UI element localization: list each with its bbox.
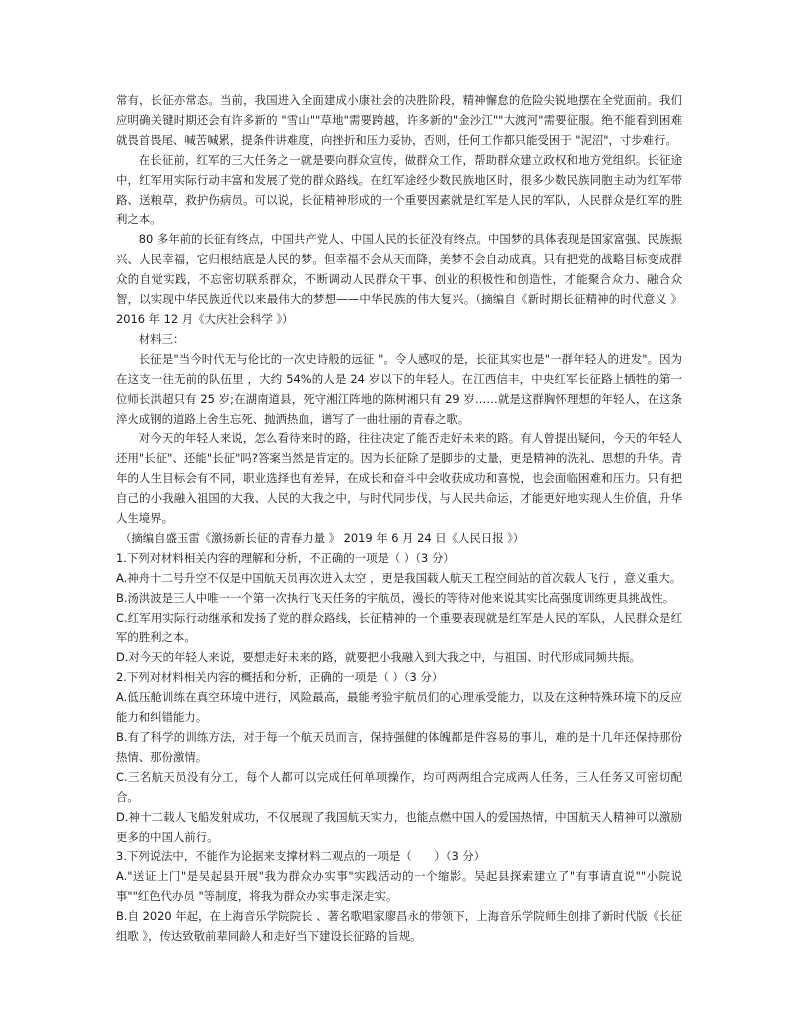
paragraph-indent: 长征是"当今时代无与伦比的一次史诗般的远征 "。令人感叹的是，长征其实也是"一群年轻人的进发"。因为在这支一往无前的队伍里 ，大约 54%的人是 24 岁以下的年轻人。在江西信丰，中央红军长征路上牺牲的第一位师长洪超只有 25 岁;在湖南道县，死守湘江阵地的陈树湘只有 29 岁……就是这群胸怀理想的年轻人，在这条淬火成钢的道路上舍生忘死、抛洒热血，谱写了一曲壮丽的青春之歌。 (116, 351, 682, 426)
paragraph-body: B.自 2020 年起，在上海音乐学院院长 、著名歌唱家廖昌永的带领下，上海音乐学院师生创排了新时代版《长征组歌 》，传达致敬前辈同龄人和走好当下建设长征路的旨规。 (116, 909, 682, 944)
paragraph-body: C.三名航天员没有分工，每个人都可以完成任何单项操作，均可两两组合完成两人任务，三人任务又可密切配合。 (116, 769, 682, 804)
paragraph-source: （摘编自盛玉雷《激扬新长征的青春力量 》 2019 年 6 月 24 日《人民日报 》） (120, 530, 525, 545)
paragraph-body: A.神舟十二号升空不仅是中国航天员再次进入太空 ，更是我国载人航天工程空间站的首次载人飞行 ，意义重大。 (116, 570, 682, 585)
paragraph-indent: 对今天的年轻人来说，怎么看待来时的路，往往决定了能否走好未来的路。有人曾提出疑问，今天的年轻人还用"长征"、还能"长征"吗?答案当然是肯定的。因为长征除了是脚步的丈量，更是精神的洗礼、思想的升华。青年的人生目标会有不同，职业选择也有差异，在成长和奋斗中会收获成功和喜悦，也会面临困难和压力。只有把自己的小我融入祖国的大我、人民的大我之中，与时代同步伐，与人民共命运，才能更好地实现人生价值，升华人生境界。 (116, 431, 682, 526)
paragraph-body: D.神十二载人飞船发射成功，不仅展现了我国航天实力，也能点燃中国人的爱国热情，中国航天人精神可以激励更多的中国人前行。 (116, 809, 682, 844)
paragraph-body: B.有了科学的训练方法，对于每一个航天员而言，保持强健的体魄都是件容易的事儿，难的是十几年还保持那份热情、那份激情。 (116, 730, 682, 764)
document-page (116, 91, 682, 947)
paragraph-body: A."送证上门"是吴起县开展"我为群众办实事"实践活动的一个缩影。吴起县探索建立了"有事请直说""小院说事""红色代办员 "等制度，将我为群众办实事走深走实。 (116, 869, 682, 904)
paragraph-heading: 材料三： (138, 331, 185, 346)
paragraph-body: 3.下列说法中，不能作为论据来支撑材料二观点的一项是（ ）（3 分） (116, 849, 486, 864)
paragraph-body: C.红军用实际行动继承和发扬了党的群众路线，长征精神的一个重要表现就是红军是人民的军队，人民群众是红军的胜利之本。 (116, 610, 682, 645)
paragraph-body: 常有，长征亦常态。当前，我国进入全面建成小康社会的决胜阶段，精神懈怠的危险尖锐地摆在全党面前。我们应明确关键时期还会有许多新的 "雪山""草地"需要跨越，许多新的"金沙江""大渡河"需要征服。绝不能看到困难就畏首畏尾、喊苦喊累，提条件讲难度，向挫折和压力妥协，否则，任何工作都只能受困于 "泥沼"，寸步难行。 (116, 93, 682, 147)
paragraph-body: 2.下列对材料相关内容的概括和分析，正确的一项是（ ）（3 分） (116, 670, 444, 685)
paragraph-body: B.汤洪波是三人中唯一一个第一次执行飞天任务的宇航员，漫长的等待对他来说其实比高强度训练更具挑战性。 (116, 590, 675, 605)
paragraph-indent: 80 多年前的长征有终点，中国共产党人、中国人民的长征没有终点。中国梦的具体表现是国家富强、民族振兴、人民幸福，它归根结底是人民的梦。但幸福不会从天而降，美梦不会自动成真。只有把党的战略目标变成群众的自觉实践，不忘密切联系群众，不断调动人民群众干事、创业的积极性和创造性，才能聚合众力、融合众智，以实现中华民族近代以来最伟大的梦想——中华民族的伟大复兴。（摘编自《新时期长征精神的时代意义 》 2016 年 12 月《大庆社会科学 》） (116, 232, 682, 326)
paragraph-body: D.对今天的年轻人来说，要想走好未来的路，就要把小我融入到大我之中，与祖国、时代形成同频共振。 (116, 650, 641, 665)
paragraph-body: A.低压舱训练在真空环境中进行，风险最高，最能考验宇航员们的心理承受能力，以及在这种特殊环境下的反应能力和纠错能力。 (116, 690, 682, 725)
paragraph-body: 1.下列对材料相关内容的理解和分析，不正确的一项是（ ）（3 分） (116, 550, 455, 565)
paragraph-indent: 在长征前，红军的三大任务之一就是要向群众宣传，做群众工作，帮助群众建立政权和地方党组织。长征途中，红军用实际行动丰富和发展了党的群众路线。在红军途经少数民族地区时，很多少数民族同胞主动为红军带路、送粮草，救护伤病员。可以说，长征精神形成的一个重要因素就是红军是人民的军队，人民群众是红军的胜利之本。 (116, 152, 682, 227)
